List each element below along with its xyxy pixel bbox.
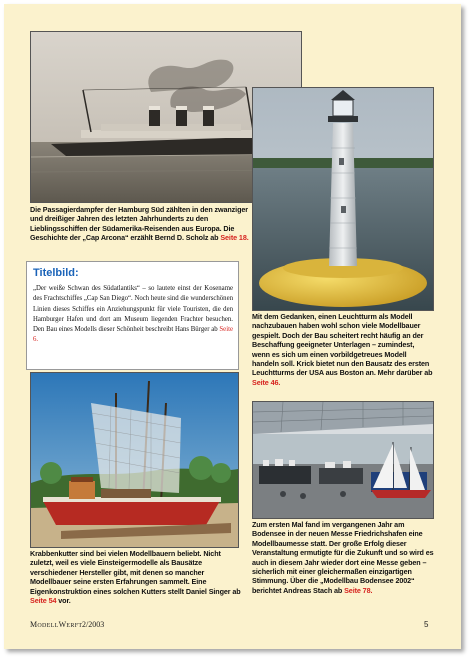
- titelbild-page-ref[interactable]: Seite 6.: [33, 326, 233, 344]
- messe-illustration: [253, 402, 433, 518]
- kutter-illustration: [31, 373, 238, 547]
- kutter-page-ref[interactable]: Seite 54: [30, 596, 57, 606]
- steamship-page-ref[interactable]: Seite 18.: [220, 233, 249, 243]
- kutter-caption: Krabbenkutter sind bei vielen Modellbauern beliebt. Nicht zuletzt, weil es viele Einsteigermodelle als Bausätze verschiedener Hersteller gibt, mit denen so mancher Modellbauer seine ersten Erfahrungen sammelt. Eine Eigenkonstruktion eines solchen Kutters stellt Daniel Singer ab Seite 54 vor.: [30, 549, 241, 606]
- messe-photo: [252, 401, 434, 519]
- magazine-name: ModellWerft: [30, 620, 83, 629]
- titelbild-text: „Der weiße Schwan des Südatlantiks“ – so lautete einst der Kosename des Frachtschiffes „Cap San Diego“. Noch heute sind die wunderschönen Linien dieses Schiffes ein Anziehungspunkt für viele Touristen, die den Hamburger Hafen und dort am Museum liegenden Frachter besuchen. Den Bau eines Modells dieser Schönheit beschreibt Hans Bürger ab Seite 6.: [33, 285, 233, 344]
- titelbild-box: [26, 261, 239, 370]
- kutter-photo: [30, 372, 239, 548]
- messe-page-ref[interactable]: Seite 78.: [344, 585, 373, 595]
- footer-magazine: [30, 620, 82, 629]
- lighthouse-caption: Mit dem Gedanken, einen Leuchtturm als Modell nachzubauen haben wohl schon viele Modellbauer gespielt. Doch der Bau scheitert recht häufig an der Beschaffung geeigneter Unterlagen – zumindest, wenn es sich um einen vorbildgetreues Modell handeln soll. Krick bietet nun den Bausatz des ersten Leuchtturms der USA aus Boston an. Mehr darüber ab Seite 46.: [252, 312, 433, 387]
- lighthouse-page-ref[interactable]: Seite 46.: [252, 377, 281, 387]
- lighthouse-illustration: [253, 88, 433, 310]
- messe-caption: Zum ersten Mal fand im vergangenen Jahr am Bodensee in der neuen Messe Friedrichshafen eine Modellbaumesse statt. Der große Erfolg dieser Veranstaltung ermutigte für die Zukunft und so wird es auch in diesem Jahr wieder dort eine Messe geben – sicherlich mit einer gleichermaßen einzigartigen Stimmung. Über die „Modellbau Bodensee 2002“ berichtet Andreas Stach ab Seite 78.: [252, 520, 434, 595]
- footer-issue: 2/2003: [82, 620, 105, 629]
- titelbild-heading: Titelbild:: [33, 267, 79, 279]
- page-number: 5: [424, 620, 429, 629]
- lighthouse-photo: [252, 87, 434, 311]
- steamship-caption: Die Passagierdampfer der Hamburg Süd zählten in den zwanziger und dreißiger Jahren des letzten Jahrhunderts zu den Lieblingsschiffen der Südamerika-Reisenden aus Europa. Die Geschichte der „Cap Arcona“ erzählt Bernd D. Scholz ab Seite 18.: [30, 205, 249, 243]
